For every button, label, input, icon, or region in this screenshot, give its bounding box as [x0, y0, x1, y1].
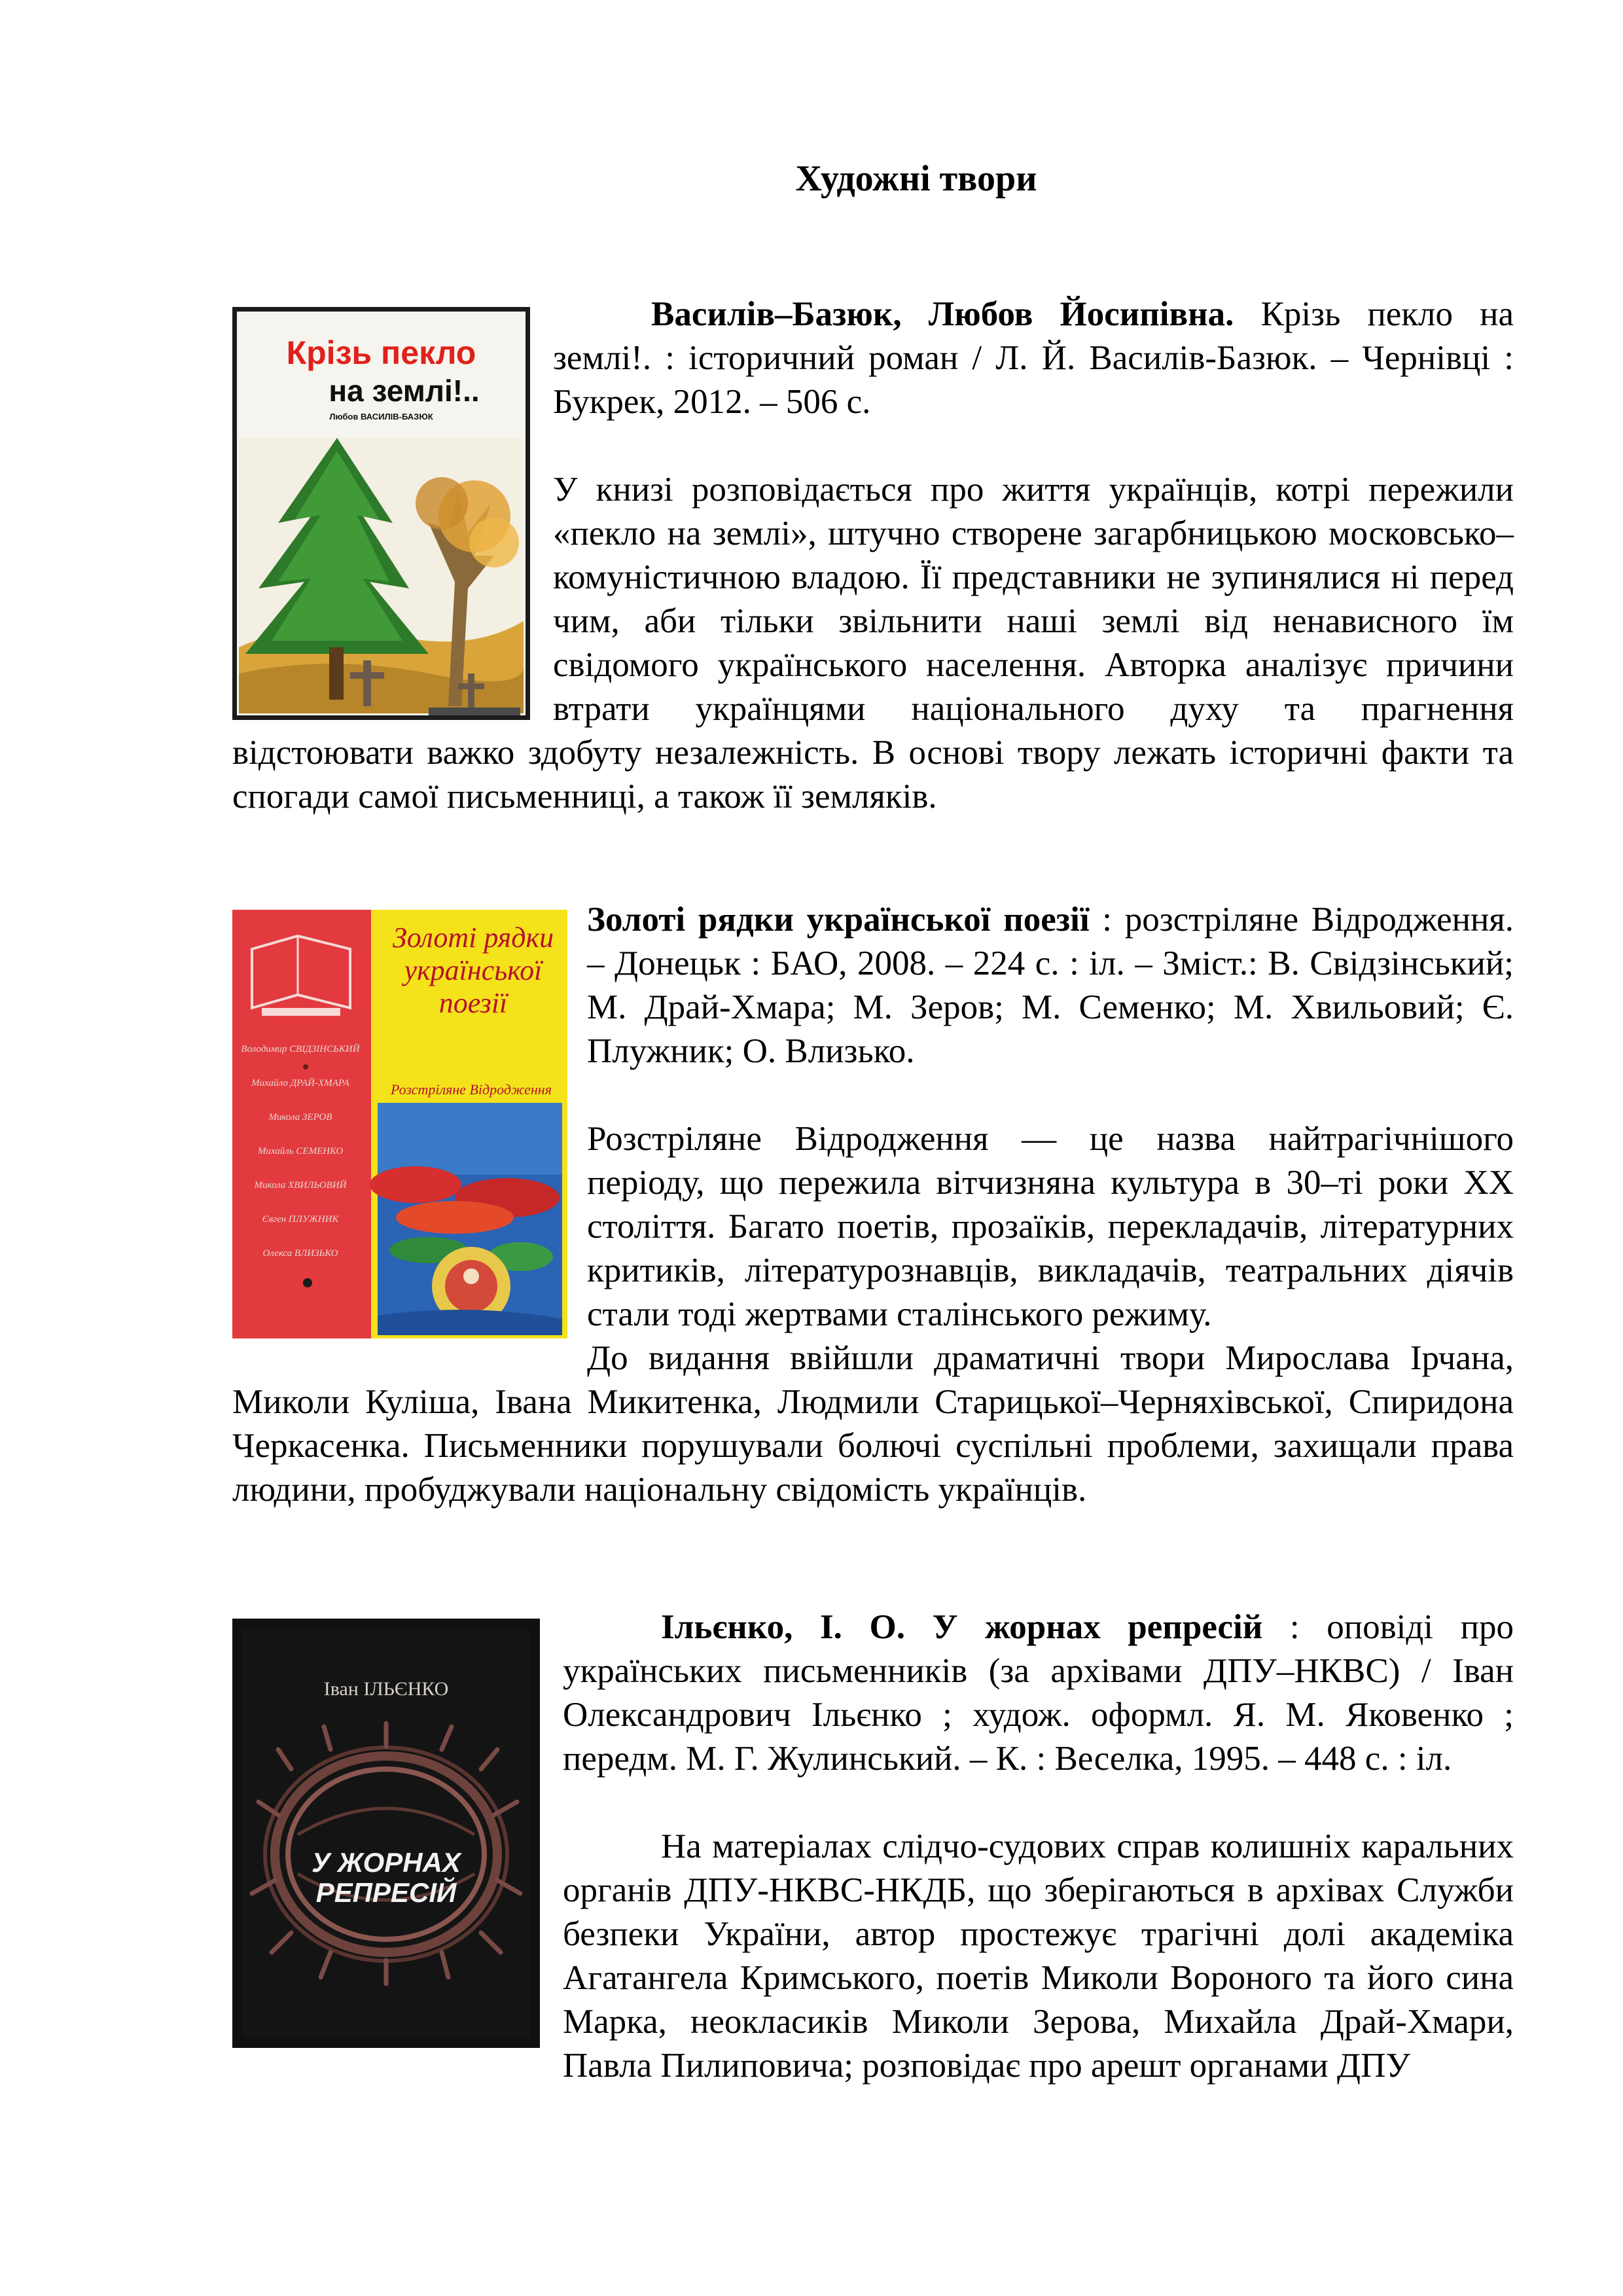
book-description-continued: До видання ввійшли драматичні твори Мирослава Ірчана, Миколи Куліша, Івана Микитенка, Людмили Старицької–Черняхівської, Спиридона Черкасенка. Письменники порушували болючі суспільні проблеми, захищали права людини, пробуджували національну свідомість українців.	[232, 1339, 1514, 1509]
book-title: Золоті рядки української поезії	[587, 901, 1090, 939]
cover-author: Іван ІЛЬЄНКО	[323, 1678, 449, 1700]
book-entry-3	[232, 1605, 1514, 2088]
cover-title-line-1: Крізь пекло	[286, 334, 476, 371]
cover-name: Микола ЗЕРОВ	[268, 1112, 332, 1122]
book-description: Розстріляне Відродження — це назва найтрагічнішого періоду, що пережила вітчизняна культура в 30–ті роки XX століття. Багато поетів, прозаїків, перекладачів, літературних критиків, літературознавців, викладачів, театральних діячів стали тоді жертвами сталінського режиму.	[587, 1120, 1514, 1333]
cover-name: Микола ХВИЛЬОВИЙ	[254, 1180, 347, 1191]
cover-name: Михайло ДРАЙ-ХМАРА	[251, 1078, 349, 1088]
book-citation: : розстріляне Відродження. – Донецьк : БАО, 2008. – 224 с. : іл. – Зміст.: В. Свідзінський; М. Драй-Хмара; М. Зеров; М. Семенко; М. Хвильовий; Є. Плужник; О. Влизько.	[587, 901, 1514, 1070]
cover-subtitle: Розстріляне Відродження	[391, 1081, 552, 1098]
book-author: Ільєнко, І. О.	[661, 1608, 905, 1646]
cover-name: Михайль СЕМЕНКО	[257, 1146, 344, 1157]
page-title: Художні твори	[795, 158, 1037, 199]
cover-name: Володимир СВІДЗІНСЬКИЙ	[241, 1044, 360, 1054]
book-description: У книзі розповідається про життя українців, котрі пережили «пекло на землі», штучно створене загарбницькою московсько–комуністичною владою. Її представники не зупинялися ні перед чим, аби тільки звільнити наші землі від ненависного їм свідомого українського населення. Авторка аналізує причини втрати українцями національного духу та прагнення відстоювати важко здобуту незалежність. В основі твору лежать історичні факти та спогади самої письменниці, а також її земляків.	[232, 471, 1514, 816]
cover-title-line-1: У ЖОРНАХ	[312, 1847, 461, 1878]
book-cover-1	[232, 307, 530, 720]
cover-name: Євген ПЛУЖНИК	[262, 1214, 339, 1225]
cover-author-list	[235, 1044, 366, 1282]
cover-title-line-2: на землі!..	[329, 374, 480, 408]
book-entry-1	[232, 293, 1514, 819]
cover-title-line-2: РЕПРЕСІЙ	[315, 1877, 457, 1908]
book-cover-3	[232, 1619, 540, 2048]
book-title: У жорнах репресій	[904, 1608, 1263, 1646]
cover-title: Золоті рядки української поезії	[392, 922, 554, 1019]
book-cover-2	[232, 910, 567, 1338]
cover-author: Любов ВАСИЛІВ-БАЗЮК	[329, 412, 433, 422]
book-citation: : оповіді про українських письменників (за архівами ДПУ–НКВС) / Іван Олександрович Ільєнко ; худож. оформл. Я. М. Яковенко ; передм. М. Г. Жулинський. – К. : Веселка, 1995. – 448 с. : іл.	[563, 1608, 1514, 1778]
book-description: На матеріалах слідчо-судових справ колишніх каральних органів ДПУ-НКВС-НКДБ, що зберігаються в архівах Служби безпеки України, автор простежує трагічні долі академіка Агатангела Кримського, поетів Миколи Вороного та його сина Марка, неокласиків Миколи Зерова, Михайла Драй-Хмари, Павла Пилиповича; розповідає про арешт органами ДПУ	[563, 1827, 1514, 2085]
book-entry-2	[232, 898, 1514, 1512]
book-author: Василів–Базюк, Любов Йосипівна.	[651, 295, 1234, 333]
cover-name: Олекса ВЛИЗЬКО	[262, 1248, 338, 1259]
book-citation: Крізь пекло на землі!. : історичний роман / Л. Й. Василів-Базюк. – Чернівці : Букрек, 2012. – 506 с.	[553, 295, 1514, 421]
